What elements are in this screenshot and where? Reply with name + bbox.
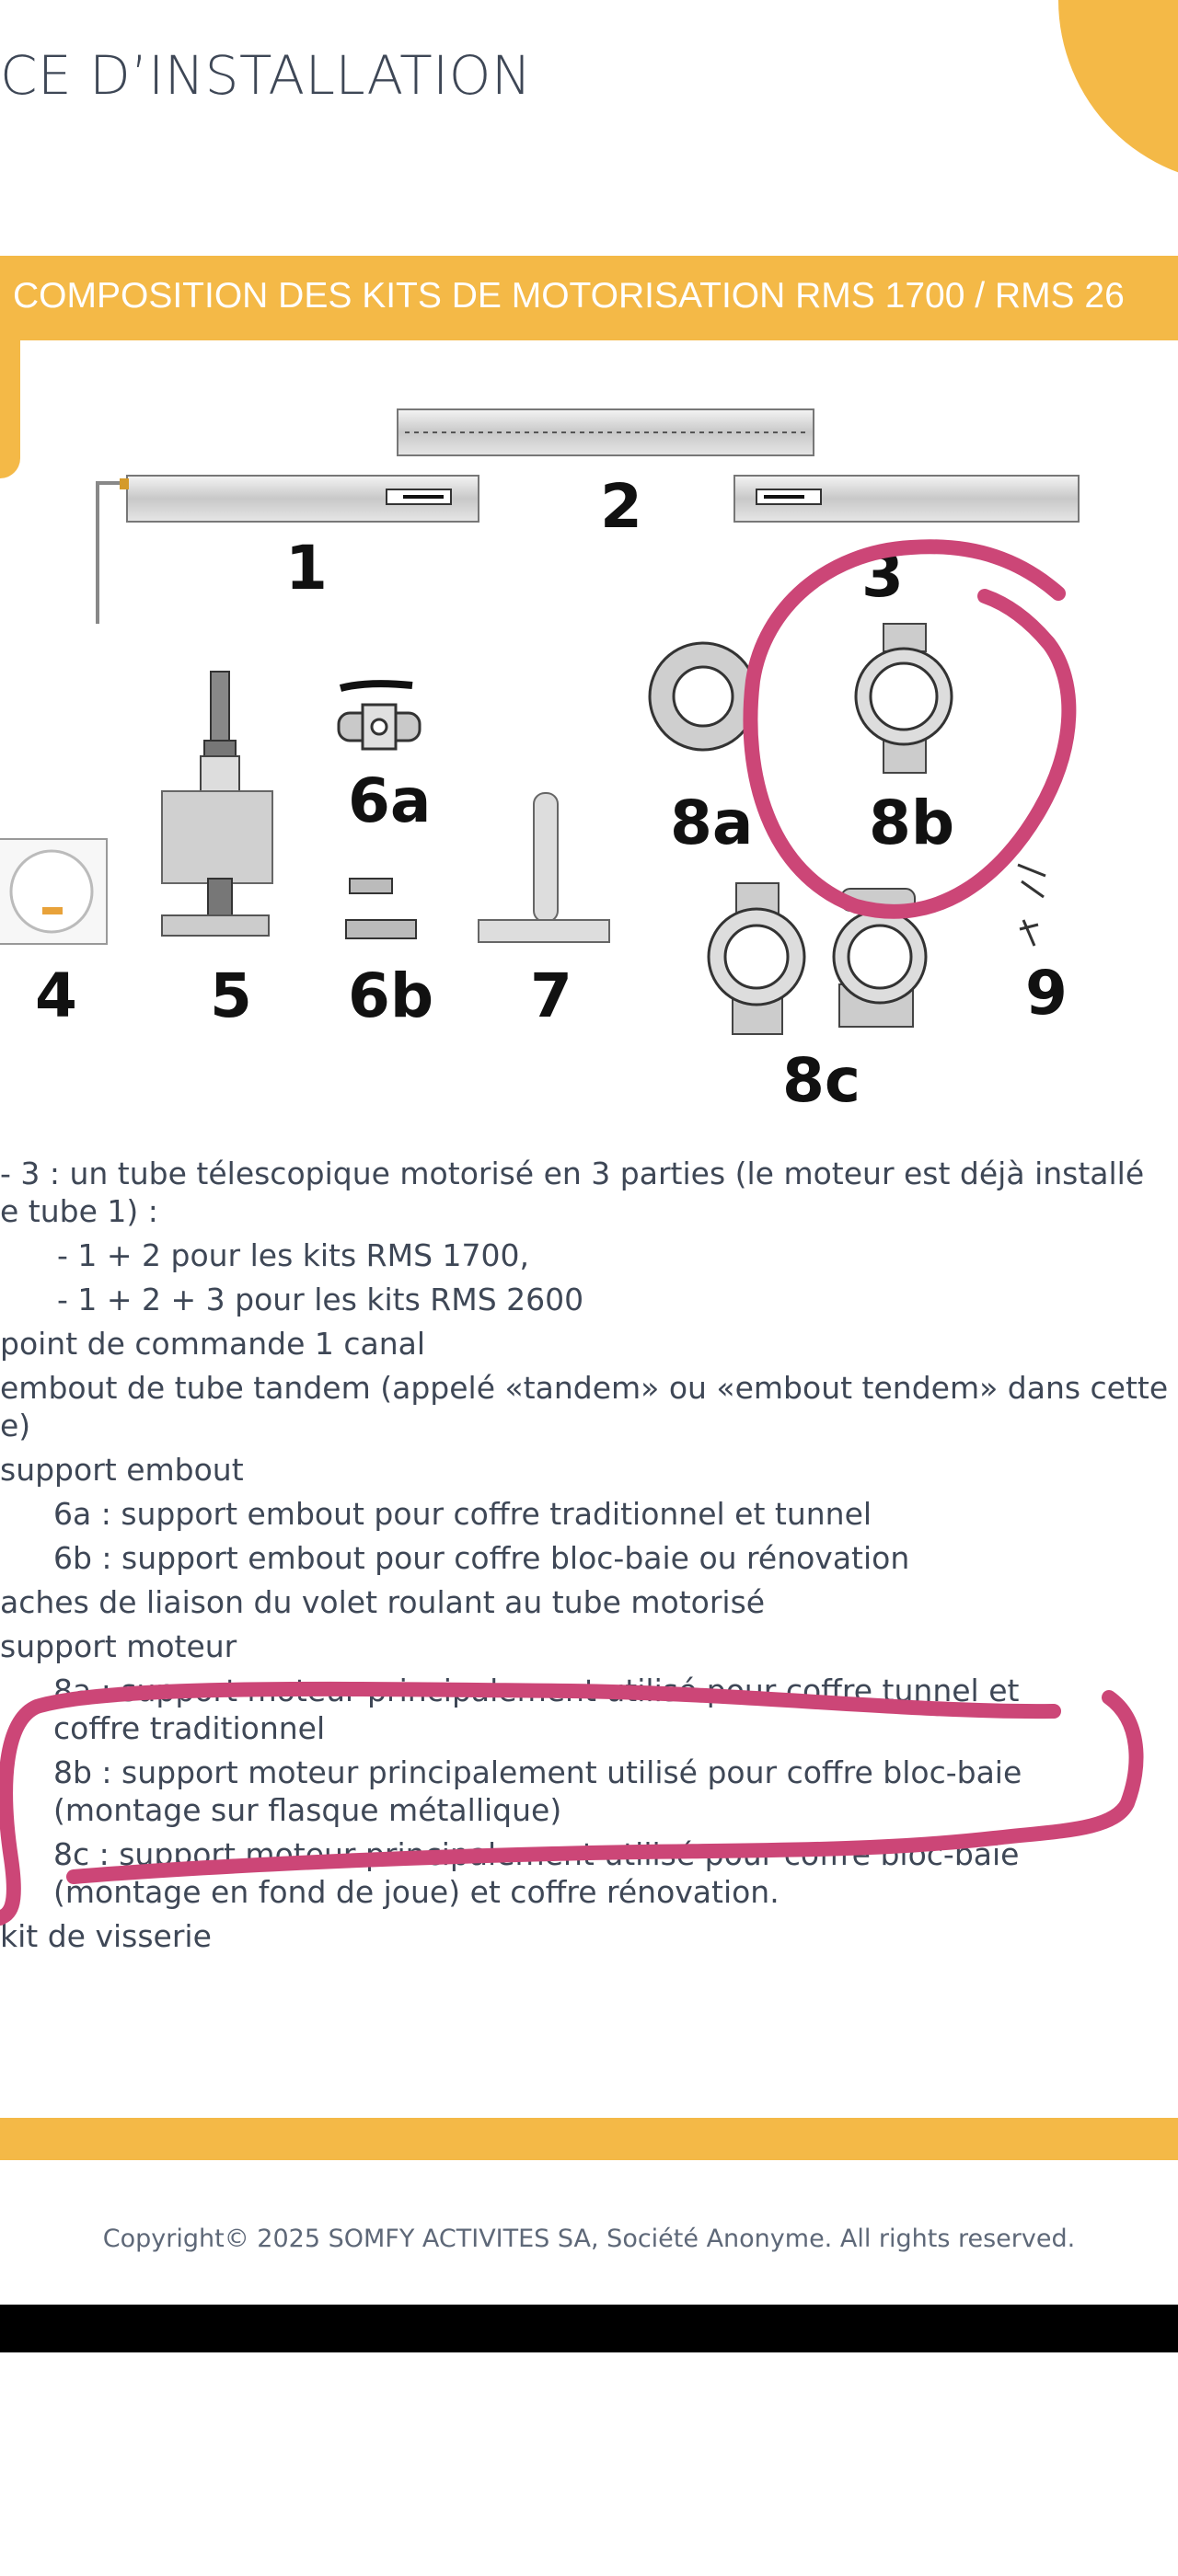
label-6b: 6b [348, 960, 434, 1031]
description-line: e) [0, 1408, 31, 1443]
label-8c: 8c [782, 1045, 861, 1116]
remote-control-drawing [0, 839, 107, 944]
description-line: support moteur [0, 1628, 237, 1664]
description-line: - 1 + 2 pour les kits RMS 1700, [57, 1237, 529, 1273]
label-9: 9 [1025, 958, 1068, 1029]
tandem-drawing [162, 672, 272, 936]
bottom-black-bar [0, 2305, 1178, 2352]
description-line: 8a : support moteur principalement utilisé pour coffre tunnel et [53, 1673, 1020, 1708]
description-line: 8b : support moteur principalement utilisé pour coffre bloc-baie [53, 1754, 1022, 1790]
description-line: - 3 : un tube télescopique motorisé en 3 parties (le moteur est déjà installé [0, 1156, 1145, 1191]
description-line: 6a : support embout pour coffre traditionnel et tunnel [53, 1496, 872, 1532]
attache-7-drawing [479, 793, 609, 942]
page-title: CE D’INSTALLATION [0, 44, 532, 107]
tube-2-drawing [398, 409, 814, 455]
screw-kit-drawing [1018, 819, 1045, 946]
label-4: 4 [35, 960, 77, 1031]
section-title: COMPOSITION DES KITS DE MOTORISATION RMS 1700 / RMS 26 [13, 276, 1125, 316]
description-line: kit de visserie [0, 1918, 212, 1954]
description-line: support embout [0, 1452, 244, 1488]
support-6a-drawing [339, 684, 420, 749]
kit-components-illustration [0, 368, 1178, 1132]
label-1: 1 [285, 533, 328, 604]
description-line: aches de liaison du volet roulant au tube motorisé [0, 1584, 766, 1620]
label-5: 5 [210, 960, 252, 1031]
label-7: 7 [530, 960, 572, 1031]
description-line: 8c : support moteur principalement utilisé pour coffre bloc-baie [53, 1836, 1020, 1872]
description-line: coffre traditionnel [53, 1710, 326, 1746]
label-3: 3 [861, 540, 904, 611]
support-6b-drawing [346, 879, 416, 938]
label-6a: 6a [348, 765, 432, 836]
label-8a: 8a [670, 788, 754, 858]
description-line: - 1 + 2 + 3 pour les kits RMS 2600 [57, 1282, 584, 1317]
support-8c-drawing [709, 883, 926, 1034]
corner-decoration [1058, 0, 1178, 184]
description-line: point de commande 1 canal [0, 1326, 426, 1362]
description-line: e tube 1) : [0, 1193, 158, 1229]
description-line: embout de tube tandem (appelé «tandem» ou «embout tendem» dans cette [0, 1370, 1169, 1406]
support-8b-drawing [856, 624, 952, 773]
description-line: (montage en fond de joue) et coffre rénovation. [53, 1874, 780, 1910]
label-2: 2 [600, 471, 642, 542]
footer-accent-bar [0, 2118, 1178, 2160]
description-line: 6b : support embout pour coffre bloc-baie ou rénovation [53, 1540, 910, 1576]
label-8b: 8b [869, 788, 955, 858]
copyright-text: Copyright© 2025 SOMFY ACTIVITES SA, Société Anonyme. All rights reserved. [102, 2225, 1076, 2253]
description-line: (montage sur flasque métallique) [53, 1792, 562, 1828]
tube-3-drawing [734, 476, 1079, 522]
support-8a-drawing [650, 643, 756, 750]
